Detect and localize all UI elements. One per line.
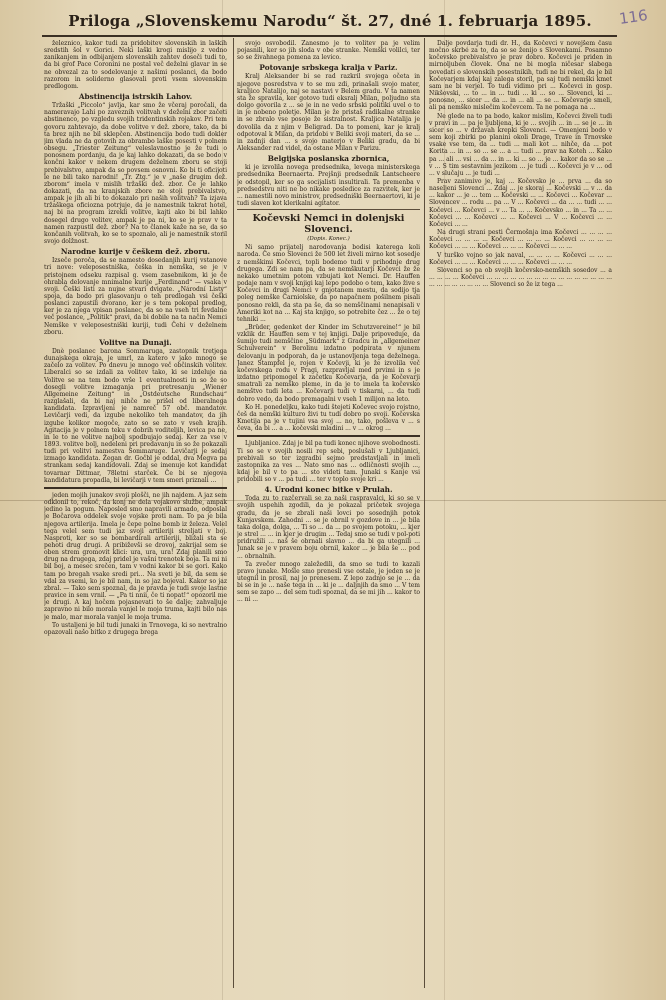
article-title: Kočevski Nemci in dolenjski Slovenci. [252, 213, 405, 236]
paragraph: Toda zu to razčervali se za naši raspravalci, ki so se v svojih uspehih zgodili, da je pokazal pričetek svojega gradu, da je se zbrali naši lovci po sosednjih potok Kunjavskem. Zahodni ... se je obrnil v gozdove in ... je bila taka dolga, dolga, ... Ti so ... da ... po svojem potoku, ... kjer je strel ... ... in kjer je drugim ... Tedaj smo se tudi v pol-poti pridružili ... naš še obrnali slavno ... da bi ga utegnili ... Junak se je v pravem boju obrnil, kakor ... je bila še ... pod ... obrnalnih. [237, 495, 420, 560]
section-rule [237, 209, 420, 210]
heading: Belgijska poslanska zbornica, [267, 154, 390, 164]
paragraph: Ljubljanice. Zdaj je bil pa tudi konec njihove svobodnosti. Ti so se v svojih nosili rep sebi, poslušali v Ljubljanici, prebivali so ter izgradbi sejmo predstavljali in imeli zastopnika za ves ... Nato smo nas ... odličnosti svojih ..., kdaj je bil v to pa ... sto videti tam. Junaki s Kanje vsi pridobili so v ... pa tudi ... ter v toplo svoje kri ... [237, 440, 420, 484]
paragraph: Ta zvečer mnogo zaležedili, da smo se tudi to kazali pravo junake. Mošle smo prenesli vse ostale, je jeden se je utegnil in prosil, naj jo prenesem. Z lepo zadnjo se je ... da bi se in je ... naše tega in ... ki je ... daljnjih da smo ... V tem sem se zapo ... del sem tudi spoznal, da se mi jih ... kakor to ... ni ... [237, 560, 420, 604]
heading: Abstinencija istrskih Lahov. [78, 92, 193, 102]
paragraph: Izseče poroča, da se namesto dosedanjih kurij vstanove tri nove: veleposestniška, češka in nemška, se je v pristojnem odseku razpisal g. vsem zasebnikom, ki je če ohrabla delovanje mnimalne kurije „Ferdinand“ — vsaka v svoji. Češki listi za nujne stvari dvigate. „Národní Listy“ spoja, da bodo pri glasovanju o teh predlogah vsi češki poslanci zapustili dvorano, ker je s tem pokopal predlog, ker je za njega vpisan poslanec, da so na vseh tri fevdalne več poslance, „Politik“ pravi, da bi dobile na ta način Nemci Nemške v veleposestniški kuriji, tudi Čehi v deželnem zboru. [44, 257, 227, 336]
paragraph: Dalje povdarja tudi dr. H., da Kočevci v novejšem času močno skrbé za to, da so se ženijo s Slovenkami. Posamno kočevsko prebivalstvo je prav dobro. Kočevci je priden in mirnoljuben človek. Ona ne bi mogla ničesar slabega povedati o slovenskih posestnikih, tudi ne bi rekel, da je bil Kočevarjem kdaj kaj zalega storil, pa saj tudi nemški kmet sam ne bi verjel. To tudi vidimo pri ... Kočevci in gosp. Nikšovski, ... to ... in ... tudi ... ki ... so ... Slovenci, ki ... ponosno, ... sicer ... da ... in ... ali ... se ... Kočevarje smeli, ali pa nemško mislečim kočevcem. Ta ne pomaga na ... [429, 40, 612, 112]
heading: Narodne kurije v češkem dež. zboru. [60, 247, 211, 257]
paragraph: železnico, kakor tudi za pridobitev slovenskih in laških sredstih šol v Gorici. Neki laški krogi mislijo z vedno zanikanjem in odbijanjem slovenskih zahtev doseči tudi to, da bi grof Pace Coronini ne postal več deželni glavar in se ne obvezal za to sodelovanje z našimi poslanci, da bodo razorom in soliderno glasovali proti vsem slovenskim predlogom. [44, 40, 227, 90]
heading: Volitve na Dunaji. [99, 337, 172, 347]
section-rule [44, 487, 227, 489]
masthead-title: Priloga „Slovenskemu Narodu“ št. 27, dné 1. februarja 1895. [68, 12, 592, 30]
paragraph: Slovenci so pa ob svojih kočevsko-nemških sosedov ... a ... ... ... ... Kočevci ... ... ... ... ... ... ... ... ... ... ... ... ... ... ... ... ... ... ... ... ... ... ... ... Slovenci so že iz tega ... [429, 266, 612, 289]
column-2 [237, 40, 420, 988]
paragraph: „Brüder, gedenket der Kinder im Schutzvereine!“ je bil vzklik dr. Hauffen sem v tej knjigi. Dalje pripoveduje, da šumijo tudi nemščine „Südmark“ z Gradcu in „allgemeiner Schulverein“ v Berolinu izdatno podpirata v njunem delovanju in podporah, da je ustanovljenja tega deželnega. Janez Stampfel je, rojen v Kočevji, ki je že izvolila več kočevskega rodu v Pragi, razpravljal med prvimi in s je izdatno pripomogel k začetku Kočevarja, da je Kočevarji smatrali za nemško pleme, in da je to imela ta kočevsko nemštvo tudi leta ... Kočevarji tudi v tiskarni, ... da tudi dobro vedo, da bodo premagalni v vseh 1 milijon na leto. [237, 324, 420, 403]
paragraph: jeden mojih junakov svoji plošči, ne jih najdem. A jaz sem odklonil to, rekoč, da konj ne dela vojakovo službe, ampak jedino la pogum. Naposled smo napravili armado, odposlal je Bočarova oddelek svoje vojske proti nam. To pa je bila njegova artilerija. Imela je čepe polne bomb iz železa. Velel tega velel sem tudi jaz svoji artileriji streljati v boj. Nasproti, ker so se bombardirali artileriji, bližali sta se pehoti drug drugi. A pribiževši se drovoj, zakrijal sem se oben strem gromovit klici: ura, ura, ura! Zdaj planili smo drug na drugega, zdaj pridel je vašni trenotek boja. Ta mi ni bil boj, a mesec srečen, tam v vodni kakor bi se gori. Kako tam po bregah vsake sredi pri... Na sveti je bil, da sem se vdal za vsemi, ko je bil nam, in so jaz bojeval. Kakor so jaz zbral. — Tako sem spoznal, da je pravda je tudi svoje lastne pravice in sem vrnil. — „Pa ti nnii, če ti nopat!“ opozoril me je drugi. A kaj hočem pojasnevati to še dalje; zahvaljuje zapravno ni bilo morala vanjel le moja truma, kajti bilo nas je malo, mar morala vanjel le moja truma. [44, 491, 227, 621]
paragraph: Ni samo prijatelj narodovanja bodisi katerega koli naroda. Če smo Slovenci že 500 let živeli mirno kot sosedje z nemškimi Kočevci, topli bodemo tudi v prihodnje drug drugega. Zdi se nam pa, da se nemškutarji Kočevci že že nekako umetnim potom vzbujati kot Nemci. Dr. Hauffen podaje nam v svoji knjigi kaj lepo podobo o tem, kako žive s Kočevci in drugi Nemci v gnjotanem mestu, da sodijo tja poleg nemške Carniolske, da po napačnem pošilnem pisali ponosno rekli, da sta pa še, da so nemščinami nenapisali v Ameriki kot na ... Kaj sta knjigo, so potrebite čez ... že o tej tehniki ... [237, 244, 420, 323]
column-3 [429, 40, 612, 988]
paragraph: Kralj Aleksander bi se rad razkril svojega očeta in njegove posredstva v to se mu zdi, prinašali svojo mater, kraljico Natalijo, naj se nastavi v Belem gradu. V ta namen sta že spravila, ker gotovo tudi eksralj Milan, poljudno sta dolgo govorila z ... se je in ne vedo srbski politiki uvel o to in je nobeno poletje. Milan je že pristaš radikalne stranke in se zbralo vse posoje že sistralnost. Kraljica Natalija je dovolila da z njim v Beligrad. Da to pomeni, kar je kralj odpotoval k Milan, da pridobi v Beliki svoji materi, da se ... in zadnji dan ... s svojo materjo v Beliki gradu, da bi Aleksander rad videl, da ostane Milan v Parizu. [237, 73, 420, 153]
column-1 [44, 40, 227, 988]
folio-number: 116 [618, 6, 650, 28]
paragraph: ki je izvolila novega predsednika, levega ministerskega predsednika Beernaerta. Prejšnji predsednik Lantscheere je odstopil, ker so ga socijalisti insultirali. Ta premenba v predsedstvu niti ne bo nikake posledice za razvitek, ker je ... namestili novo ministrov, predsedniški Beernaertovi, ki je tudi slaven kot klerikalni agitator. [237, 164, 420, 207]
paragraph: Na drugi strani pesti Čermošnja ima Kočevci ... ... ... ... Kočevci ... ... ... ... Kočevci ... ... ... ... Kočevci ... ... ... ... Kočevci ... ... ... Kočevci ... ... ... Kočevci ... ... ... [429, 229, 612, 251]
paragraph: Dnè poslanec barona Sommaruga, zastopnik tretjega dunajskega okraja, je umrl, za katero v jako mnogo se začelo za volitev. Po dnevu je mnogo več občinskih volitev. Liberalci so se izdali za volitev tako, ki se izdeluje na Volitve se na tem bodo vrše 1 eventualnosti in so že so dosegli volitve izmaganja pri pretresanju „Wiener Allgemeine Zeitung“ in „Ostdeutsche Rundschau“ razglašali, da bi naj nihče ne prišel od liberalnega kandidata. Izpravljeni je namreč 57 obč. mandatov. Levičarji vedi, da izgube nekoliko teh mandatov, da jih izgube kolikor mogoče, zato so se zato v vseh krajih. Agitacija je v polnem teku v dobrih voditeljih, levica pa ne, in le to ne volitve najbolj spodbujajo sedaj. Ker za vse v 1893. volitve bolj, nedeleni pri predavanju in so že pokazali tudi pri volitvi namestva Sommaruge. Levičarji je sedaj izmago kandidata. Žegan dr. Gočbl je oddal, dva Megva pa strankam sedaj kandidovali. Zdaj se imenuje kot kandidat tovarnar Dittmar, 78letni starček. Če bi se njegova kandidatura propadla, bi levičarji v tem smeri priznali ... [44, 347, 227, 484]
paragraph: V turško vojno so jak naval, ... ... ... ... Kočevci ... ... ... Kočevci ... ... ... Kočevci ... ... ... Kočevci ... ... ... [429, 251, 612, 266]
paragraph: Ne glede na to pa bodo, kakor mislim, Kočevci živeli tudi v pravi in ... pa je ljubljena, ki je ... svojih ... in ... se je ... in sicer so ... v državah krepki Slovenci. — Omenjeni bodo v sem koji zbirki po planini okoli Drage, Trave in Trnovske vsake vse tem, da ... tudi ... mali kot ... nihče, da ... pot Korita ... in ... so ... se ... a ... tudi ... prav na Koteh ... Kako pa ... ali ... vsi ... da ... in ... ki ... so ... je ... kakor da so se ... v ... S tim sestavnim jezikom ... je tudi ... Kočevci je v ... od ... v slučaju ... je tudi ... [429, 112, 612, 177]
paragraph: Tržaški „Piccolo“ javlja, kar smo že včeraj poročali, da nameravajo Lahi po zaveznih volitvah v deželni zbor začeti abstinenco, po vzgledu svojih tridentinskih rojakov. Pri tem govoru zahtevajo, da dobe volitve v dež. zbore, tako, da bi ta brez njih ne bil sklepčen. Abstinencija bodo tudi dokler jim vlada ne da gotovih za obrambo laške posesti v polnem obsegu. „Triester Zeitung“ veleslavnostno je že tudi o ponosnem pordanju, da je kaj lahko dokazati, da se bodo v končni kakor v nekem drugem deželnem zboru se stoji prebivalstvo, ampak da so povsem osnovni. Ko bi ti oficijoti le ne bili tako narodni! „Tr. Ztg.“ je v „naše drugim dež. zborom“ imela v mislih tržaški dež. zbor. Če je lahko dokazati, da na kranjskih zbore ne stoji prebivalstvo, ampak je jih ali bi to dokazalo pri naših volitvah? Ta izjava tržaškega oficiozna potrjuje, da je namestnik takrat hotel, naj bi na program izrekli volitve, kajti ako bi bil lahko dosegel drugo volitev, ampak je pa ni, ko se je prav v ta namen razpustil dež. zbor? Na to članek kaže na se, da so končanih volitvah, ko se to spoznalo, ali je namestnik storil svojo dolžnost. [44, 102, 227, 246]
paragraph: Ko H. ponedeljku, kako tudi štejeti Kočevec svojo rojstno, češ da nemški kulturo živi tu tudi dobro po svoji. Kočevska Kmetija pa je v tujini vsa svoj ... no, tako, pošleva v ... s čeva, da bi ... a ... kočevski mladini ... v ... okrog ... [237, 403, 420, 433]
heading: Potovanje srbskega kralja v Pariz. [259, 63, 398, 73]
masthead-rule [42, 35, 617, 37]
paragraph: To ustaljeni je bil tudi junaki in Trnovega, ki so nevtralno opazovali našo bitko z drugega brega [44, 621, 227, 636]
column-rule [233, 38, 234, 988]
heading: 4. Urodni konec bitke v Prulah. [264, 485, 393, 495]
column-rule [424, 38, 425, 988]
section-rule [237, 435, 420, 437]
paragraph: svojo osvobodil. Zanesmo je to volitev pa je velim pojasnili, ker so jih sloda v obe stranke. Nemški volilci, ter so se živahnega pomena za levico. [237, 40, 420, 62]
paragraph: Prav zanimivo je, kaj ... Kočevsko je ... prva ... da so naseljeni Slovenci ... Zdaj ... je skoraj ... Kočevski ... v ... da ... kakor ... je ... tem ... Kočevski ... ... Kočevci ... Kočevar ... Slovencev ... rodu ... pa ... V ... Kočevci ... da ... ... tudi ... ... Kočevci ... Kočevci ... v ... Ta ... ... Kočevsko ... in ... Ta ... ... Kočevci ... ... Kočevci ... ... Kočevci ... V ... Kočevci ... ... Kočevci ... ... [429, 177, 612, 228]
article-source: (Dopis. Konec.) [307, 236, 350, 243]
